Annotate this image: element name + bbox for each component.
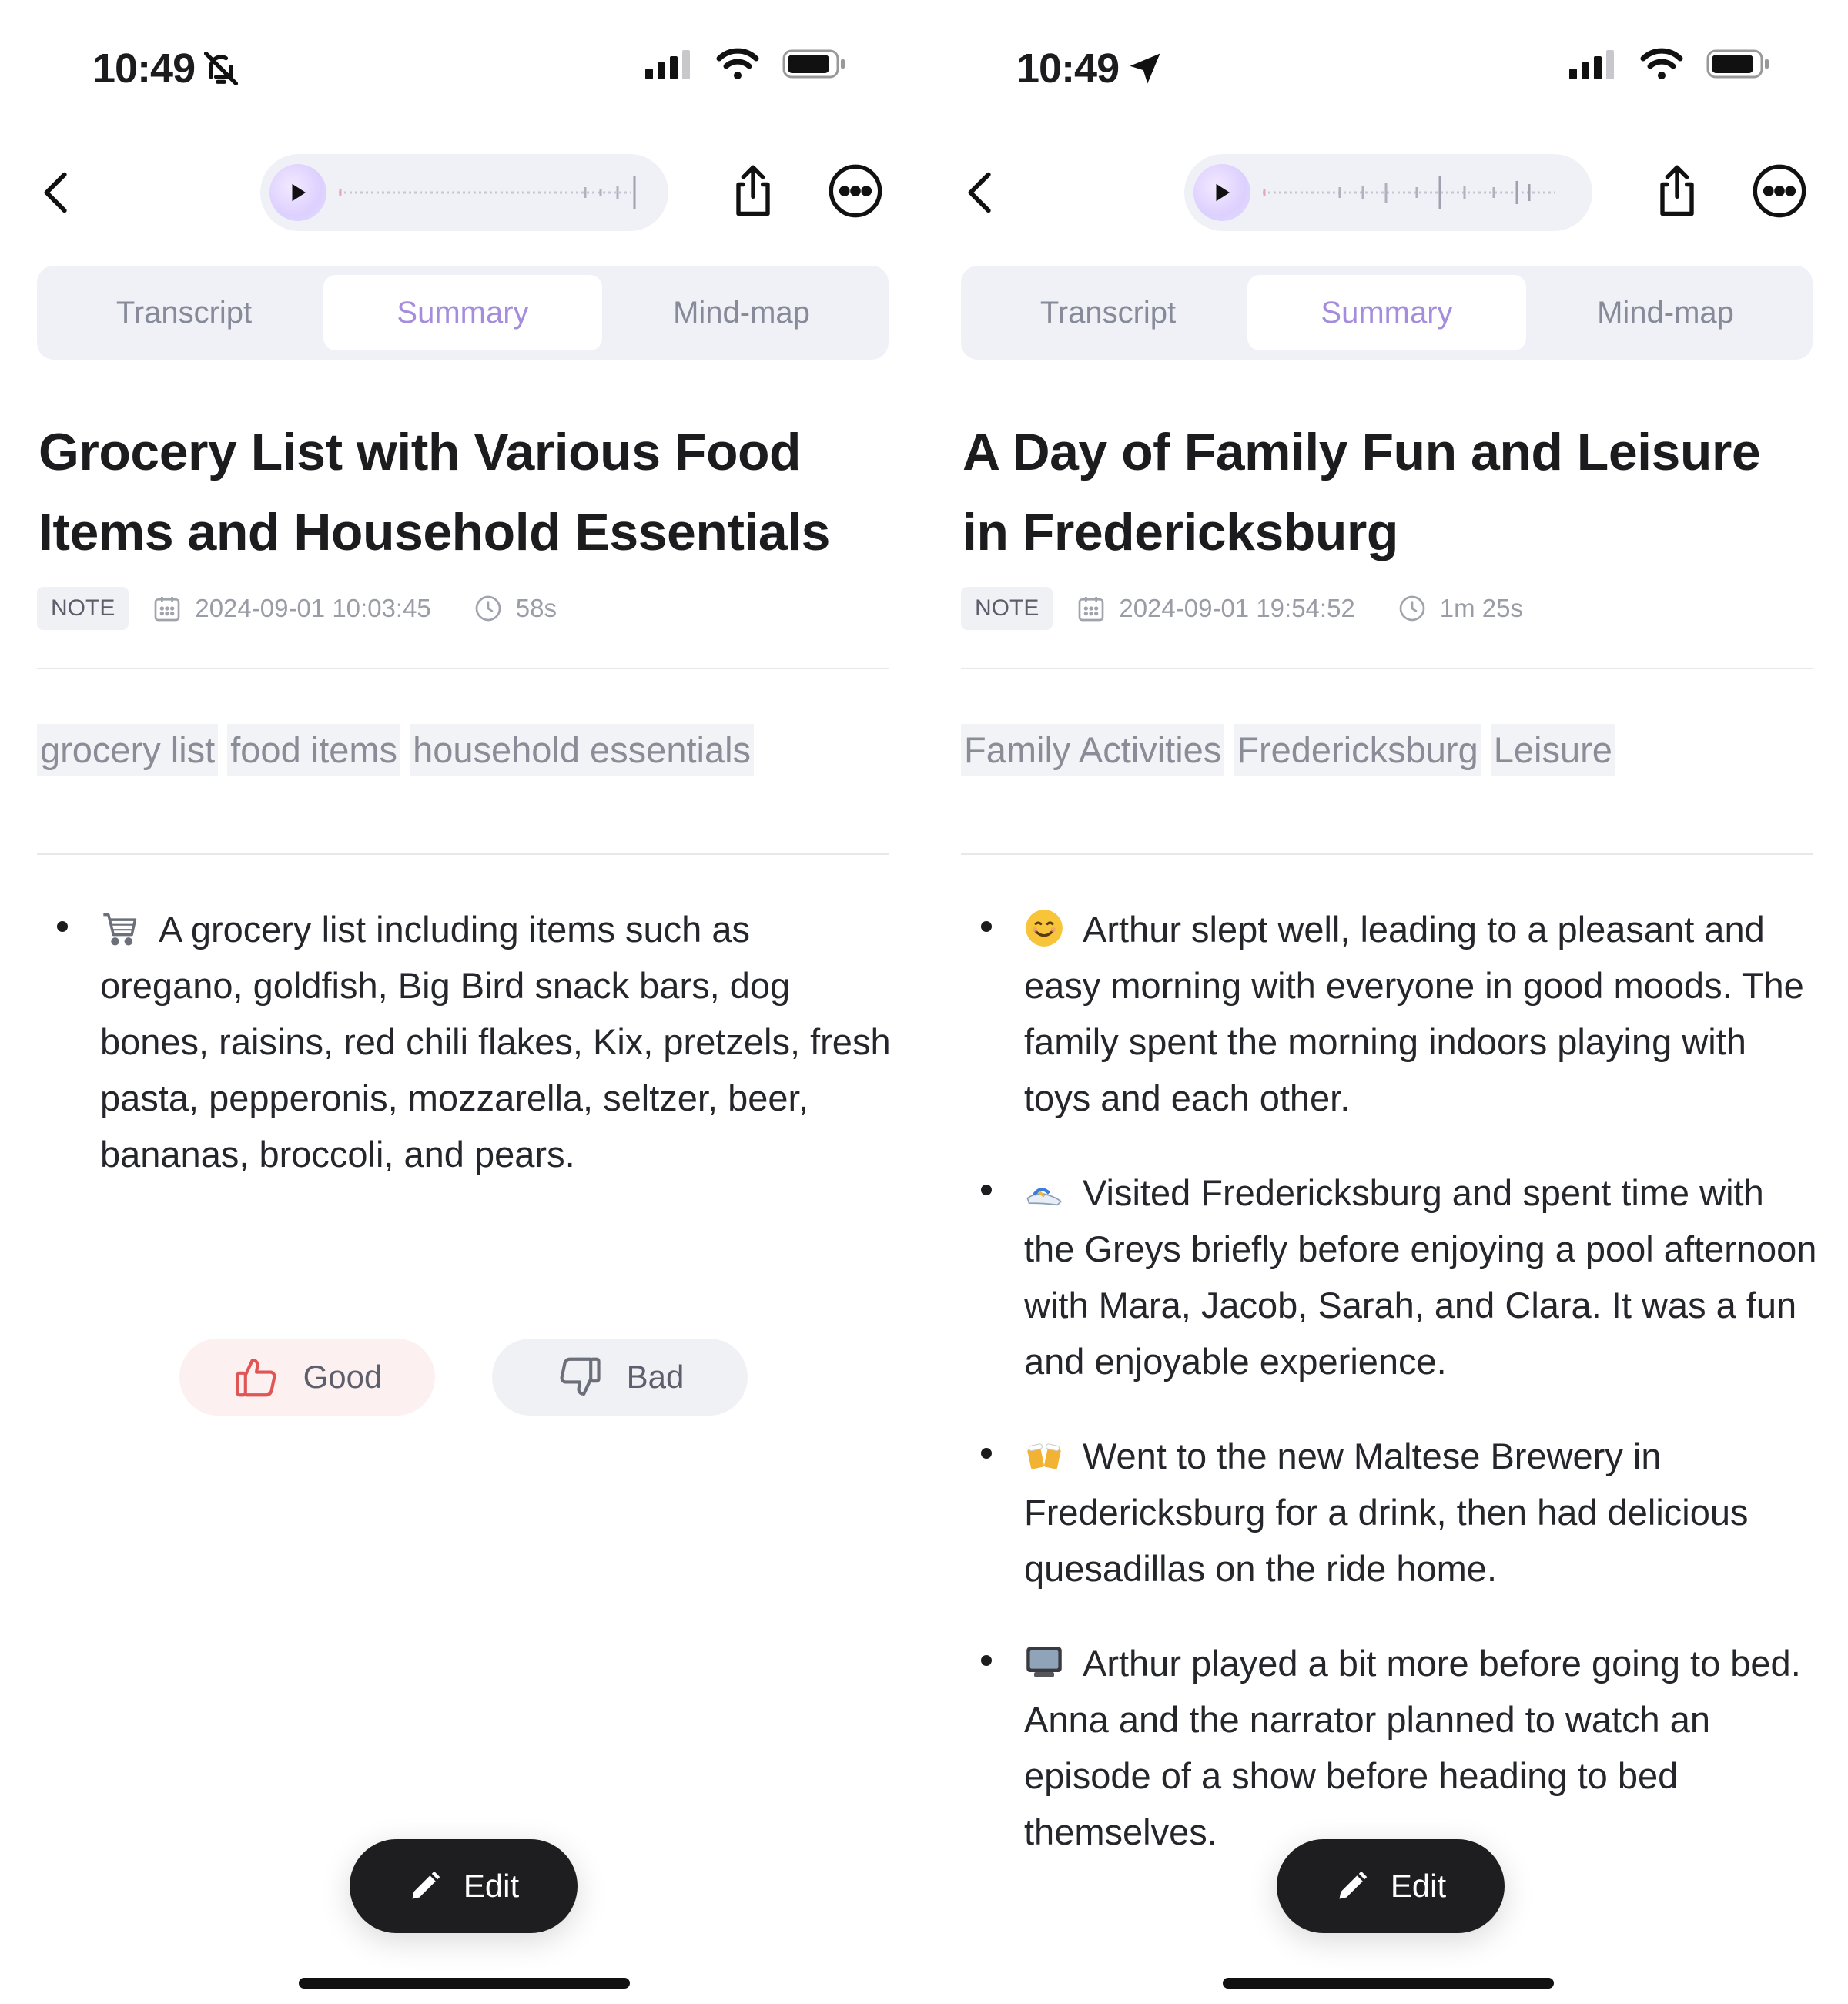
- status-time-group: [92, 45, 241, 92]
- audio-player[interactable]: [1184, 154, 1592, 231]
- wifi-icon: [1640, 48, 1683, 80]
- note-meta: [961, 587, 1565, 630]
- meta-duration-text: 58s: [515, 594, 557, 622]
- divider: [961, 853, 1813, 855]
- share-icon[interactable]: [1648, 163, 1706, 221]
- keyword-tag[interactable]: Family Activities: [961, 724, 1224, 776]
- summary-list: [46, 901, 893, 1221]
- television-icon: [1024, 1642, 1064, 1682]
- keyword-tag[interactable]: Leisure: [1491, 724, 1615, 776]
- phone-screen-right: [924, 0, 1848, 2004]
- battery-icon: [1706, 48, 1771, 80]
- edit-label: Edit: [1390, 1868, 1447, 1904]
- bullet-dot: [57, 921, 68, 932]
- note-badge: NOTE: [961, 587, 1053, 630]
- pool-sandal-icon: [1024, 1171, 1064, 1211]
- feedback-row: [179, 1339, 748, 1416]
- home-indicator[interactable]: [1223, 1978, 1554, 1989]
- more-options-icon[interactable]: [826, 162, 885, 220]
- keyword-tag[interactable]: grocery list: [37, 724, 218, 776]
- back-chevron-icon[interactable]: [31, 166, 85, 220]
- tab-summary[interactable]: Summary: [1247, 275, 1526, 350]
- good-label: Good: [303, 1359, 383, 1395]
- tab-summary[interactable]: Summary: [323, 275, 602, 350]
- audio-waveform[interactable]: [339, 173, 639, 212]
- summary-bullet-text: Visited Fredericksburg and spent time with the Greys briefly before enjoying a pool afternoon with Mara, Jacob, Sarah, and Clara. It was a fun and enjoyable experience.: [1024, 1172, 1817, 1382]
- bullet-dot: [981, 1655, 992, 1666]
- summary-bullet: [970, 901, 1817, 1126]
- meta-duration-text: 1m 25s: [1439, 594, 1523, 622]
- good-feedback-button[interactable]: [179, 1339, 435, 1416]
- meta-datetime: [1076, 593, 1354, 624]
- signal-icon: [645, 49, 693, 79]
- summary-bullet-text: Arthur slept well, leading to a pleasant and easy morning with everyone in good moods. The family spent the morning indoors playing with toys and each other.: [1024, 909, 1804, 1118]
- page-title: Grocery List with Various Food Items and Household Essentials: [38, 423, 830, 561]
- status-bar: [924, 37, 1848, 99]
- bell-slash-icon: [201, 49, 241, 89]
- thumbs-down-icon: [556, 1353, 604, 1401]
- summary-bullet: [970, 1428, 1817, 1597]
- top-nav: [0, 150, 924, 235]
- page-title: A Day of Family Fun and Leisure in Fredericksburg: [962, 423, 1761, 561]
- summary-list: [970, 901, 1817, 1898]
- pencil-icon: [408, 1869, 442, 1903]
- pencil-icon: [1335, 1869, 1369, 1903]
- keyword-tags: [37, 724, 763, 776]
- location-arrow-icon: [1125, 49, 1165, 89]
- divider: [37, 668, 889, 669]
- meta-datetime-text: 2024-09-01 10:03:45: [195, 594, 431, 622]
- bullet-dot: [981, 1185, 992, 1195]
- status-time-group: [1016, 45, 1165, 92]
- note-badge: NOTE: [37, 587, 129, 630]
- status-icons: [645, 48, 847, 80]
- edit-button[interactable]: [1277, 1839, 1505, 1933]
- bad-label: Bad: [626, 1359, 685, 1395]
- keyword-tag[interactable]: Fredericksburg: [1234, 724, 1481, 776]
- share-icon[interactable]: [724, 163, 782, 221]
- play-icon: [1210, 181, 1234, 204]
- back-chevron-icon[interactable]: [955, 166, 1009, 220]
- audio-player[interactable]: [260, 154, 668, 231]
- bullet-dot: [981, 921, 992, 932]
- top-nav: [924, 150, 1848, 235]
- shopping-cart-icon: [100, 908, 140, 948]
- meta-datetime-text: 2024-09-01 19:54:52: [1119, 594, 1355, 622]
- status-time: 10:49: [1016, 45, 1120, 92]
- divider: [961, 668, 1813, 669]
- summary-bullet-text: A grocery list including items such as oregano, goldfish, Big Bird snack bars, dog bones, raisins, red chili flakes, Kix, pretzels, fresh pasta, pepperonis, mozzarella, seltzer, beer, bananas, broccoli, and pears.: [100, 909, 891, 1175]
- meta-duration: [1397, 593, 1523, 624]
- keyword-tag[interactable]: household essentials: [410, 724, 754, 776]
- signal-icon: [1569, 49, 1617, 79]
- beer-mugs-icon: [1024, 1435, 1064, 1475]
- view-tabs: [37, 266, 889, 360]
- edit-label: Edit: [463, 1868, 520, 1904]
- view-tabs: [961, 266, 1813, 360]
- keyword-tags: [961, 724, 1625, 776]
- divider: [37, 853, 889, 855]
- tab-transcript[interactable]: Transcript: [116, 295, 253, 330]
- smiling-face-icon: [1024, 908, 1064, 948]
- tab-mind-map[interactable]: Mind-map: [673, 295, 810, 330]
- play-button[interactable]: [270, 164, 326, 221]
- edit-button[interactable]: [350, 1839, 578, 1933]
- tab-transcript[interactable]: Transcript: [1040, 295, 1177, 330]
- summary-bullet-text: Went to the new Maltese Brewery in Fredericksburg for a drink, then had delicious quesadillas on the ride home.: [1024, 1436, 1749, 1589]
- play-icon: [286, 181, 310, 204]
- battery-icon: [782, 48, 847, 80]
- calendar-icon: [152, 593, 182, 624]
- wifi-icon: [716, 48, 759, 80]
- more-options-icon[interactable]: [1750, 162, 1809, 220]
- clock-icon: [1397, 593, 1428, 624]
- home-indicator[interactable]: [299, 1978, 630, 1989]
- play-button[interactable]: [1194, 164, 1250, 221]
- note-meta: [37, 587, 598, 630]
- audio-waveform[interactable]: [1263, 173, 1563, 212]
- calendar-icon: [1076, 593, 1106, 624]
- status-bar: [0, 37, 924, 99]
- bad-feedback-button[interactable]: [492, 1339, 748, 1416]
- summary-bullet: [46, 901, 893, 1182]
- summary-bullet: [970, 1635, 1817, 1860]
- meta-datetime: [152, 593, 430, 624]
- bullet-dot: [981, 1448, 992, 1459]
- tab-mind-map[interactable]: Mind-map: [1597, 295, 1734, 330]
- clock-icon: [473, 593, 504, 624]
- keyword-tag[interactable]: food items: [227, 724, 400, 776]
- meta-duration: [473, 593, 557, 624]
- summary-bullet-text: Arthur played a bit more before going to bed. Anna and the narrator planned to watch an episode of a show before heading to bed themselves.: [1024, 1643, 1801, 1852]
- status-time: 10:49: [92, 45, 196, 92]
- summary-bullet: [970, 1165, 1817, 1389]
- status-icons: [1569, 48, 1771, 80]
- thumbs-up-icon: [233, 1353, 280, 1401]
